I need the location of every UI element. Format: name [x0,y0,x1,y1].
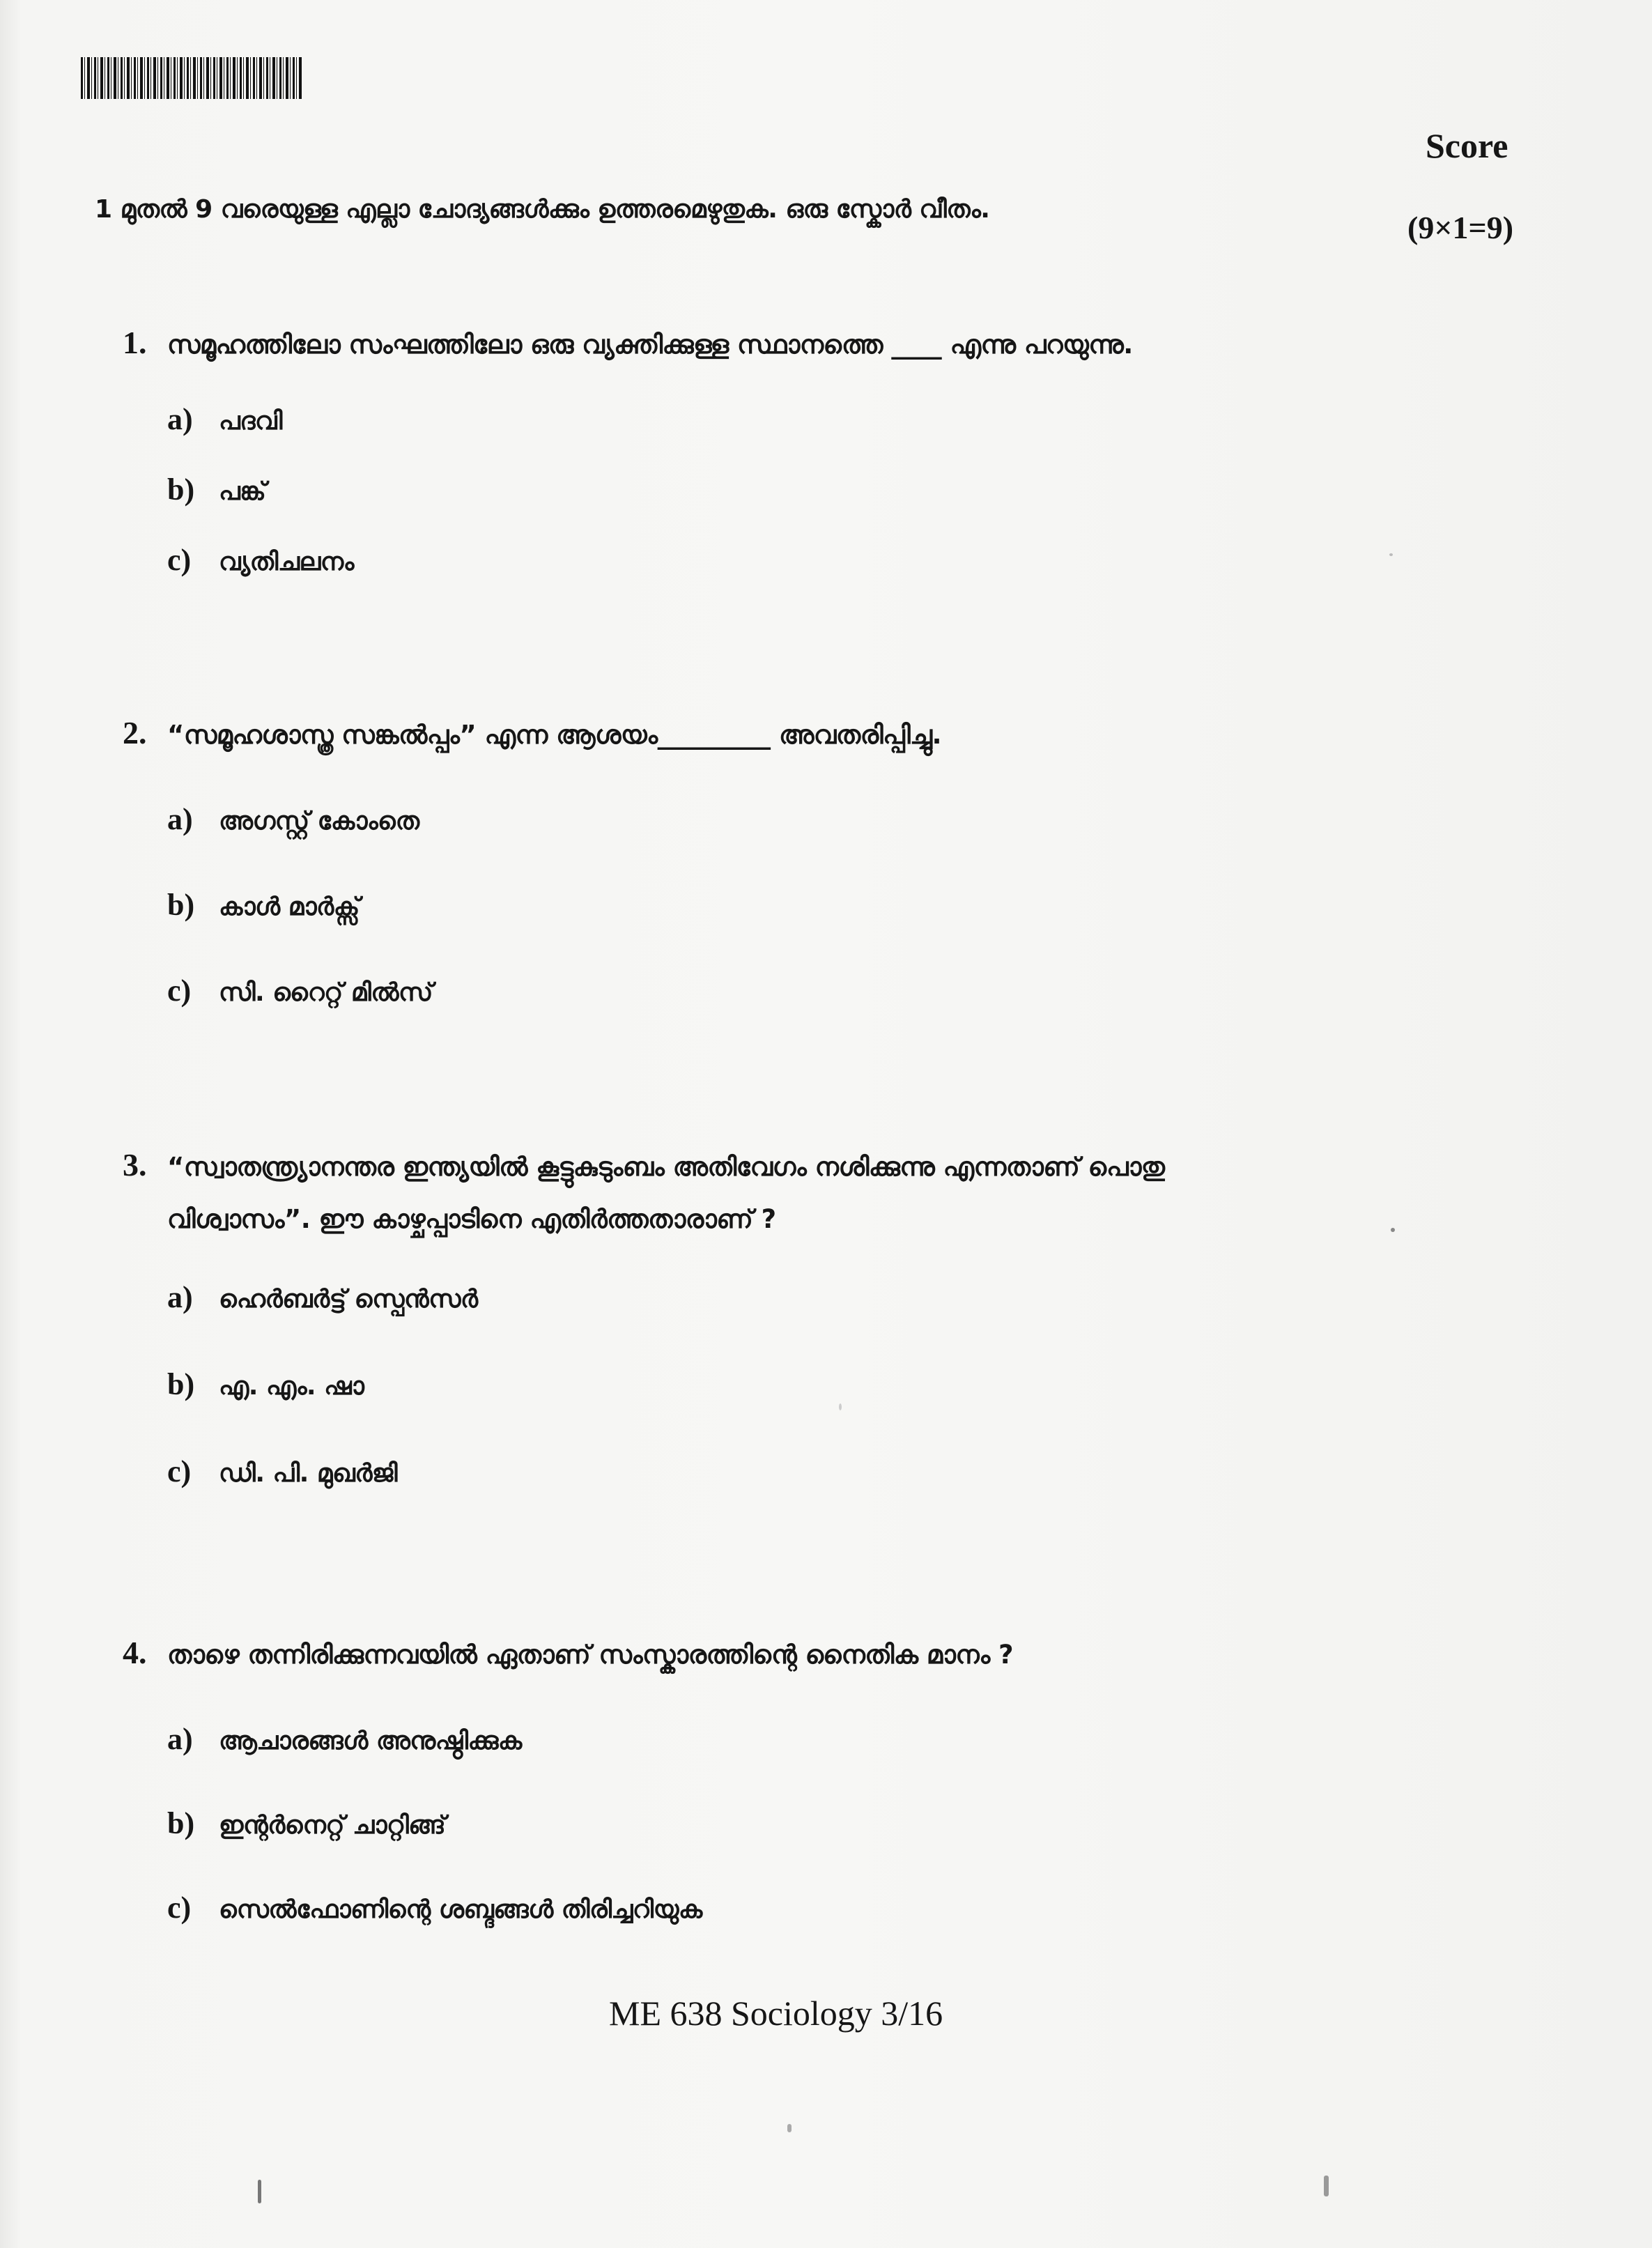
scan-mark [258,2180,261,2203]
option-text: അഗസ്റ്റ് കോംതെ [219,807,419,836]
option-text: ഹെർബർട്ട് സ്പെൻസർ [219,1285,478,1314]
scan-mark [787,2124,792,2132]
option-text: സെൽഫോണിന്റെ ശബ്ദങ്ങൾ തിരിച്ചറിയുക [219,1895,702,1924]
scan-speck [1391,1228,1395,1232]
question-number: 3. [123,1147,147,1183]
question-4 [123,1634,1516,1925]
option-letter: c) [167,973,192,1008]
option-letter: a) [167,402,193,436]
scan-mark [1324,2176,1329,2196]
option-letter: b) [167,1367,195,1401]
option-c [167,1890,1516,1925]
option-c [167,542,1516,578]
question-text: സമൂഹത്തിലോ സംഘത്തിലോ ഒരു വ്യക്തിക്കുള്ള സ്ഥാനത്തെ ____ എന്നു പറയുന്നു. [167,330,1133,360]
option-text: വ്യതിചലനം [219,548,354,576]
option-letter: c) [167,1891,192,1925]
option-letter: c) [167,543,192,577]
question-number: 4. [123,1635,147,1670]
question-number: 2. [123,715,147,750]
option-letter: a) [167,1280,193,1314]
option-text: കാൾ മാർക്സ് [219,893,360,921]
option-b [167,1366,1516,1402]
option-letter: a) [167,1722,193,1756]
question-1 [123,324,1516,578]
option-letter: c) [167,1454,192,1488]
option-text: സി. റൈറ്റ് മിൽസ് [219,978,433,1007]
option-text: പങ്ക് [219,477,266,506]
marks-allocation: (9×1=9) [1407,210,1514,245]
option-text: ഇന്റർനെറ്റ് ചാറ്റിങ്ങ് [219,1811,446,1840]
option-text: പദവി [219,407,282,436]
question-text: താഴെ തന്നിരിക്കുന്നവയിൽ ഏതാണ് സംസ്കാരത്തിന്റെ നൈതിക മാനം ? [167,1640,1014,1670]
option-a [167,1279,1516,1315]
option-b [167,472,1516,507]
option-b [167,887,1516,923]
question-2 [123,714,1516,1008]
question-number: 1. [123,325,147,360]
option-letter: b) [167,888,195,922]
paper-code-footer: ME 638 Sociology 3/16 [609,1994,943,2033]
option-letter: b) [167,472,195,507]
option-a [167,801,1516,837]
question-text: “സ്വാതന്ത്ര്യാനന്തര ഇന്ത്യയിൽ കൂട്ടുകുടുംബം അതിവേഗം നശിക്കുന്നു എന്നതാണ് പൊതു [167,1152,1165,1182]
question-text-continuation: വിശ്വാസം”. ഈ കാഴ്ചപ്പാടിനെ എതിർത്തതാരാണ് ? [167,1204,776,1234]
question-3 [123,1146,1516,1489]
option-letter: a) [167,802,193,836]
option-a [167,401,1516,437]
option-c [167,1454,1516,1489]
score-heading: Score [1426,126,1508,165]
scan-speck [1389,553,1393,556]
section-instruction: 1 മുതൽ 9 വരെയുള്ള എല്ലാ ചോദ്യങ്ങൾക്കും ഉത്തരമെഴുതുക. ഒരു സ്കോർ വീതം. [95,195,990,224]
option-text: എ. എം. ഷാ [219,1372,364,1401]
scan-speck [839,1403,842,1410]
question-text: “സമൂഹശാസ്ത്ര സങ്കൽപ്പം” എന്ന ആശയം_________ അവതരിപ്പിച്ചു. [167,720,942,750]
option-text: ആചാരങ്ങൾ അനുഷ്ഠിക്കുക [219,1727,522,1755]
option-c [167,973,1516,1008]
option-letter: b) [167,1806,195,1840]
option-text: ഡി. പി. മുഖർജി [219,1459,398,1488]
option-b [167,1806,1516,1841]
option-a [167,1721,1516,1757]
barcode [81,57,302,99]
